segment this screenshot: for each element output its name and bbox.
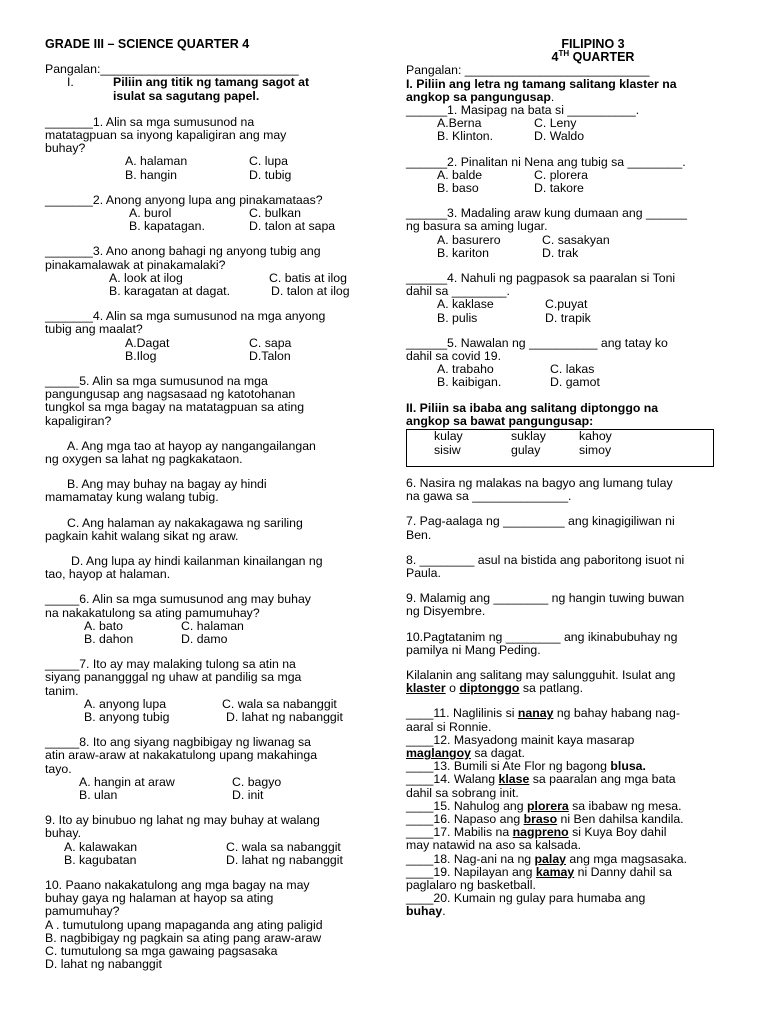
choice: A. look at ilog bbox=[109, 270, 183, 285]
word-choice: sisiw bbox=[434, 442, 461, 457]
choice: A. kalawakan bbox=[64, 839, 138, 854]
question-line: pamilya ni Mang Peding. bbox=[406, 642, 541, 657]
choice: C. tumutulong sa mga gawaing pagsasaka bbox=[45, 943, 278, 958]
question-line: _______3. Ano anong bahagi ng anyong tubig ang bbox=[45, 244, 321, 259]
word-choice: kahoy bbox=[579, 428, 612, 443]
choice: D. Waldo bbox=[534, 129, 585, 144]
question-line: atin araw-araw at nakakatulong upang makahinga bbox=[45, 748, 318, 763]
choice: D. trak bbox=[542, 245, 579, 260]
question-line: na gawa sa ______________. bbox=[406, 489, 572, 504]
choice: mamamatay kung walang tubig. bbox=[45, 490, 219, 505]
question-line: pamumuhay? bbox=[45, 904, 120, 919]
item-19: ____19. Napilayan ang kamay ni Danny dahil sa paglalaro ng basketball. bbox=[406, 864, 672, 892]
choice: D. trapik bbox=[545, 310, 591, 325]
science-column bbox=[45, 38, 367, 971]
question-line: ng Disyembre. bbox=[406, 604, 486, 619]
choice: B. baso bbox=[437, 180, 479, 195]
question-line: 10. Paano nakakatulong ang mga bagay na may bbox=[45, 877, 310, 892]
question-line: pinakamalawak at pinakamalaki? bbox=[45, 257, 226, 272]
choice: ng oxygen sa lahat ng pagkakataon. bbox=[45, 451, 243, 466]
choice: C. Ang halaman ay nakakagawa ng sariling bbox=[67, 515, 303, 530]
item-2 bbox=[406, 156, 728, 196]
word-choice: gulay bbox=[511, 442, 541, 457]
choice: B. kariton bbox=[437, 245, 489, 260]
word-box bbox=[406, 429, 714, 467]
choice: B. kagubatan bbox=[64, 852, 137, 867]
choice: A . tumutulong upang mapaganda ang ating paligid bbox=[45, 917, 323, 932]
choice: D. tubig bbox=[249, 167, 292, 182]
choice: B. kaibigan. bbox=[437, 375, 502, 390]
choice: C. lakas bbox=[550, 362, 595, 377]
question-9 bbox=[45, 814, 367, 867]
question-line: _____6. Alin sa mga sumusunod ang may buhay bbox=[45, 592, 311, 607]
choice: D. talon at sapa bbox=[249, 219, 336, 234]
choice: A.Berna bbox=[437, 116, 482, 131]
choice: D. lahat ng nabanggit bbox=[45, 957, 162, 972]
question-line: Paula. bbox=[406, 565, 441, 580]
choice: B. kapatagan. bbox=[129, 219, 205, 234]
question-line: tungkol sa mga bagay na matatagpuan sa ating bbox=[45, 400, 305, 415]
question-4 bbox=[45, 310, 367, 363]
question-line: ______2. Pinalitan ni Nena ang tubig sa ________. bbox=[406, 154, 686, 169]
choice: C.puyat bbox=[545, 297, 588, 312]
item-20: ____20. Kumain ng gulay para humaba ang buhay. bbox=[406, 891, 646, 919]
question-2 bbox=[45, 194, 367, 234]
choice: B. Klinton. bbox=[437, 129, 494, 144]
question-3 bbox=[45, 245, 367, 298]
section-2-instruction: angkop sa bawat pangungusap: bbox=[406, 413, 594, 428]
question-line: _______4. Alin sa mga sumusunod na mga anyong bbox=[45, 309, 326, 324]
item-11: ____11. Naglilinis si nanay ng bahay habang nag- aaral si Ronnie. bbox=[406, 706, 680, 734]
question-line: buhay gaya ng halaman at hayop sa ating bbox=[45, 891, 274, 906]
question-line: ______1. Masipag na bata si __________. bbox=[406, 103, 640, 118]
question-10 bbox=[45, 879, 367, 971]
choice: D.Talon bbox=[249, 348, 291, 363]
question-line: dahil sa ________. bbox=[406, 284, 510, 299]
item-6 bbox=[406, 477, 728, 503]
choice: B. hangin bbox=[125, 167, 177, 182]
choice: A. anyong lupa bbox=[84, 696, 167, 711]
choice: D. damo bbox=[181, 631, 228, 646]
choice: B. pulis bbox=[437, 310, 478, 325]
choice: C. bagyo bbox=[232, 774, 282, 789]
question-1 bbox=[45, 116, 367, 182]
question-line: na nakakatulong sa ating pamumuhay? bbox=[45, 605, 260, 620]
choice: B. anyong tubig bbox=[84, 709, 170, 724]
question-line: pangungusap ang nagsasaad ng katotohanan bbox=[45, 387, 296, 402]
question-5 bbox=[45, 375, 367, 581]
quarter-title: 4TH QUARTER bbox=[551, 49, 635, 65]
item-1 bbox=[406, 104, 728, 144]
section-1-instruction: I. Piliin ang letra ng tamang salitang klaster na bbox=[406, 76, 677, 91]
choice: A. basurero bbox=[437, 232, 501, 247]
instruction-line: Piliin ang titik ng tamang sagot at bbox=[113, 75, 310, 90]
choice: C. bulkan bbox=[249, 206, 301, 220]
word-choice: kulay bbox=[434, 428, 463, 443]
question-line: 9. Malamig ang ________ ng hangin tuwing buwan bbox=[406, 591, 685, 606]
item-9 bbox=[406, 592, 728, 618]
question-line: 6. Nasira ng malakas na bagyo ang lumang tulay bbox=[406, 475, 673, 490]
item-12: ____12. Masyadong mainit kaya masarap maglangoy sa dagat. bbox=[406, 732, 635, 760]
choice: C. wala sa nabanggit bbox=[222, 696, 337, 711]
filipino-column bbox=[406, 38, 728, 919]
question-line: 10.Pagtatanim ng ________ ang ikinabubuhay ng bbox=[406, 629, 678, 644]
instruction-number: I. bbox=[67, 75, 74, 90]
question-line: _______2. Anong anyong lupa ang pinakamataas? bbox=[45, 192, 323, 207]
item-10 bbox=[406, 631, 728, 657]
choice: C. lupa bbox=[249, 154, 288, 169]
item-17: ____17. Mabilis na nagpreno si Kuya Boy dahil may natawid na aso sa kalsada. bbox=[406, 825, 667, 853]
instruction-line: isulat sa sagutang papel. bbox=[113, 88, 260, 103]
choice: C. wala sa nabanggit bbox=[226, 839, 341, 854]
question-line: buhay? bbox=[45, 141, 86, 156]
question-line: dahil sa covid 19. bbox=[406, 348, 502, 363]
question-line: ______5. Nawalan ng __________ ang tatay ko bbox=[406, 335, 668, 350]
science-title: GRADE III – SCIENCE QUARTER 4 bbox=[45, 37, 250, 51]
choice: D. Ang lupa ay hindi kailanman kinailangan ng bbox=[71, 553, 323, 568]
question-line: _____7. Ito ay may malaking tulong sa atin na bbox=[45, 657, 296, 672]
item-5 bbox=[406, 337, 728, 390]
item-13: ____13. Bumili si Ate Flor ng bagong blusa. bbox=[406, 759, 646, 774]
choice: B. karagatan at dagat. bbox=[109, 283, 231, 298]
choice: B. nagbibigay ng pagkain sa ating pang araw-araw bbox=[45, 930, 322, 945]
question-line: kapaligiran? bbox=[45, 413, 112, 428]
choice: D. talon at ilog bbox=[271, 283, 350, 298]
choice: C. plorera bbox=[534, 167, 588, 182]
question-line: 9. Ito ay binubuo ng lahat ng may buhay at walang bbox=[45, 813, 320, 828]
item-3 bbox=[406, 207, 728, 260]
question-line: _______1. Alin sa mga sumusunod na bbox=[45, 114, 255, 129]
choice: pagkain kahit walang sikat ng araw. bbox=[45, 528, 239, 543]
question-line: tayo. bbox=[45, 761, 72, 776]
question-7 bbox=[45, 658, 367, 724]
choice: B. Ang may buhay na bagay ay hindi bbox=[67, 477, 267, 492]
choice: C. Leny bbox=[534, 116, 577, 131]
section-1-instruction: angkop sa pangungusap. bbox=[406, 89, 555, 104]
choice: C. halaman bbox=[181, 618, 244, 633]
section-2-instruction: II. Piliin sa ibaba ang salitang diptonggo na bbox=[406, 400, 659, 415]
question-line: matatagpuan sa inyong kapaligiran ang may bbox=[45, 128, 287, 143]
question-line: _____5. Alin sa mga sumusunod na mga bbox=[45, 373, 268, 388]
choice: D. takore bbox=[534, 180, 584, 195]
choice: A. halaman bbox=[125, 154, 188, 169]
question-line: buhay. bbox=[45, 826, 82, 841]
question-line: ______3. Madaling araw kung dumaan ang ______ bbox=[406, 206, 687, 221]
question-line: tanim. bbox=[45, 683, 79, 698]
choice: A. kaklase bbox=[437, 297, 494, 312]
choice: B. dahon bbox=[84, 631, 134, 646]
filipino-title: FILIPINO 3 bbox=[561, 37, 625, 51]
item-18: ____18. Nag-ani na ng palay ang mga magsasaka. bbox=[406, 851, 687, 866]
choice: B.Ilog bbox=[125, 348, 157, 363]
name-line: Pangalan:_____________________________ bbox=[45, 62, 299, 77]
question-line: tubig ang maalat? bbox=[45, 322, 143, 337]
item-7 bbox=[406, 515, 728, 541]
choice: C. batis at ilog bbox=[269, 270, 347, 285]
choice: C. sasakyan bbox=[542, 232, 610, 247]
question-line: 8. ________ asul na bistida ang paboritong isuot ni bbox=[406, 552, 685, 567]
choice: A. trabaho bbox=[437, 362, 494, 377]
question-line: siyang panangggal ng uhaw at pandilig sa mga bbox=[45, 670, 302, 685]
question-line: ng basura sa aming lugar. bbox=[406, 219, 548, 234]
question-8 bbox=[45, 736, 367, 802]
section-3-instruction: Kilalanin ang salitang may salungguhit. Isulat ang klaster o diptonggo sa patlang. bbox=[406, 667, 676, 696]
choice: D. lahat ng nabanggit bbox=[226, 852, 343, 867]
choice: B. ulan bbox=[79, 787, 118, 802]
question-line: Ben. bbox=[406, 527, 432, 542]
question-line: ______4. Nahuli ng pagpasok sa paaralan si Toni bbox=[406, 270, 676, 285]
item-15: ____15. Nahulog ang plorera sa ibabaw ng mesa. bbox=[406, 798, 682, 813]
choice: A. burol bbox=[129, 206, 172, 220]
word-choice: simoy bbox=[579, 442, 612, 457]
question-line: _____8. Ito ang siyang nagbibigay ng liwanag sa bbox=[45, 735, 311, 750]
choice: A. Ang mga tao at hayop ay nangangailangan bbox=[67, 438, 316, 453]
choice: C. sapa bbox=[249, 335, 292, 350]
choice: D. init bbox=[232, 787, 264, 802]
choice: tao, hayop at halaman. bbox=[45, 567, 171, 582]
choice: D. gamot bbox=[550, 375, 600, 390]
item-14: ____14. Walang klase sa paaralan ang mga bata dahil sa sobrang init. bbox=[406, 772, 676, 800]
choice: A.Dagat bbox=[125, 335, 170, 350]
choice: D. lahat ng nabanggit bbox=[226, 709, 343, 724]
choice: A. bato bbox=[84, 618, 123, 633]
question-6 bbox=[45, 593, 367, 646]
word-choice: suklay bbox=[511, 428, 546, 443]
item-8 bbox=[406, 554, 728, 580]
name-line: Pangalan: ___________________________ bbox=[406, 63, 650, 78]
item-4 bbox=[406, 272, 728, 325]
choice: A. balde bbox=[437, 167, 483, 182]
choice: A. hangin at araw bbox=[79, 774, 175, 789]
item-16: ____16. Napaso ang braso ni Ben dahilsa kandila. bbox=[406, 811, 684, 826]
science-instructions bbox=[45, 76, 367, 102]
question-line: 7. Pag-aalaga ng _________ ang kinagigiliwan ni bbox=[406, 514, 675, 529]
